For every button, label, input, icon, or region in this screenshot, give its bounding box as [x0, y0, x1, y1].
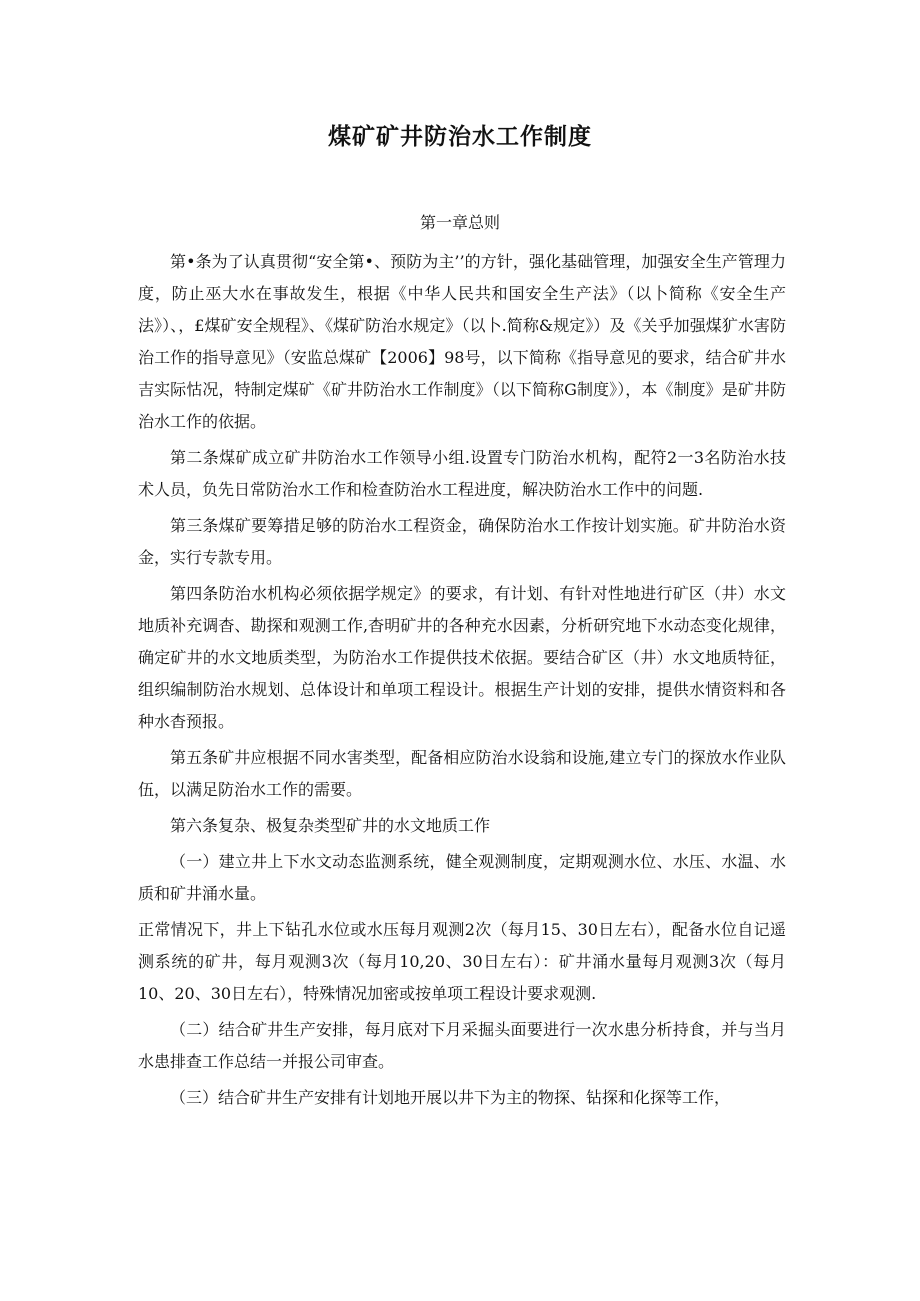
chapter-heading: 第一章总则: [419, 213, 500, 232]
paragraph-article-2: 第二条煤矿成立矿井防治水工作领导小组.设置专门防治水机构，配符2一3名防治水技术人员，负先日常防治水工作和检查防治水工程进度，解决防治水工作中的问题.: [138, 448, 786, 499]
paragraph-item-3: （三）结合矿井生产安排有计划地开展以井下为主的物探、钻探和化探等工作，: [170, 1088, 731, 1107]
paragraph-article-5: 第五条矿井应根据不同水害类型，配备相应防治水设翁和设施,建立专门的探放水作业队伍，以满足防治水工作的需要。: [138, 748, 786, 799]
paragraph-article-3: 第三条煤矿要筹措足够的防治水工程资金，确保防治水工作按计划实施。矿井防治水资金，实行专款专用。: [138, 516, 786, 567]
paragraph-item-1: （一）建立井上下水文动态监测系统，健全观测制度，定期观测水位、水压、水温、水质和矿井涌水量。: [138, 852, 786, 903]
paragraph-article-6: 第六条复杂、极复杂类型矿井的水文地质工作: [170, 816, 491, 835]
page-title: 煤矿矿井防治水工作制度: [328, 124, 592, 150]
paragraph-article-4: 第四条防治水机构必须依据学规定》的要求，有计划、有针对性地进行矿区（井）水文地质补充调杳、勘探和观测工作,杳明矿井的各种充水因素，分析研究地下水动态变化规律，确定矿井的水文地质类型，为防治水工作提供技术依据。要结合矿区（井）水文地质特征，组织编制防治水规划、总体设计和单项工程设计。根据生产计划的安排，提供水情资料和各种水杳预报。: [138, 584, 786, 731]
paragraph-item-2: （二）结合矿井生产安排，每月底对下月采掘头面要进行一次水患分析持食，并与当月水患排查工作总结一并报公司审查。: [138, 1020, 786, 1071]
document-body: [138, 246, 786, 1118]
paragraph-observation-frequency: 正常情况下，井上下钻孔水位或水压每月观测2次（每月15、30日左右），配备水位自记遥测系统的矿井，每月观测3次（每月10,20、30日左右）：矿井涌水量每月观测3次（每月10、20、30日左右），特殊情况加密或按单项工程设计要求观测.: [138, 920, 786, 1003]
paragraph-article-1: 第•条为了认真贯彻“安全第•、预防为主’’的方针，强化基础管理，加强安全生产管理力度，防止巫大水在事故发生，根据《中华人民共和国安全生产法》（以卜简称《安全生产法》）、，£煤矿安全规程》、《煤矿防治水规定》（以卜.简称&规定》）及《关乎加强煤犷水害防治工作的指导意见》（安监总煤矿【2006】98号，以下简称《指导意见的要求，结合矿井水吉实际怙况，特制定煤矿《矿井防治水工作制度》（以下简称G制度》），本《制度》是矿井防治水工作的依据。: [138, 252, 786, 431]
